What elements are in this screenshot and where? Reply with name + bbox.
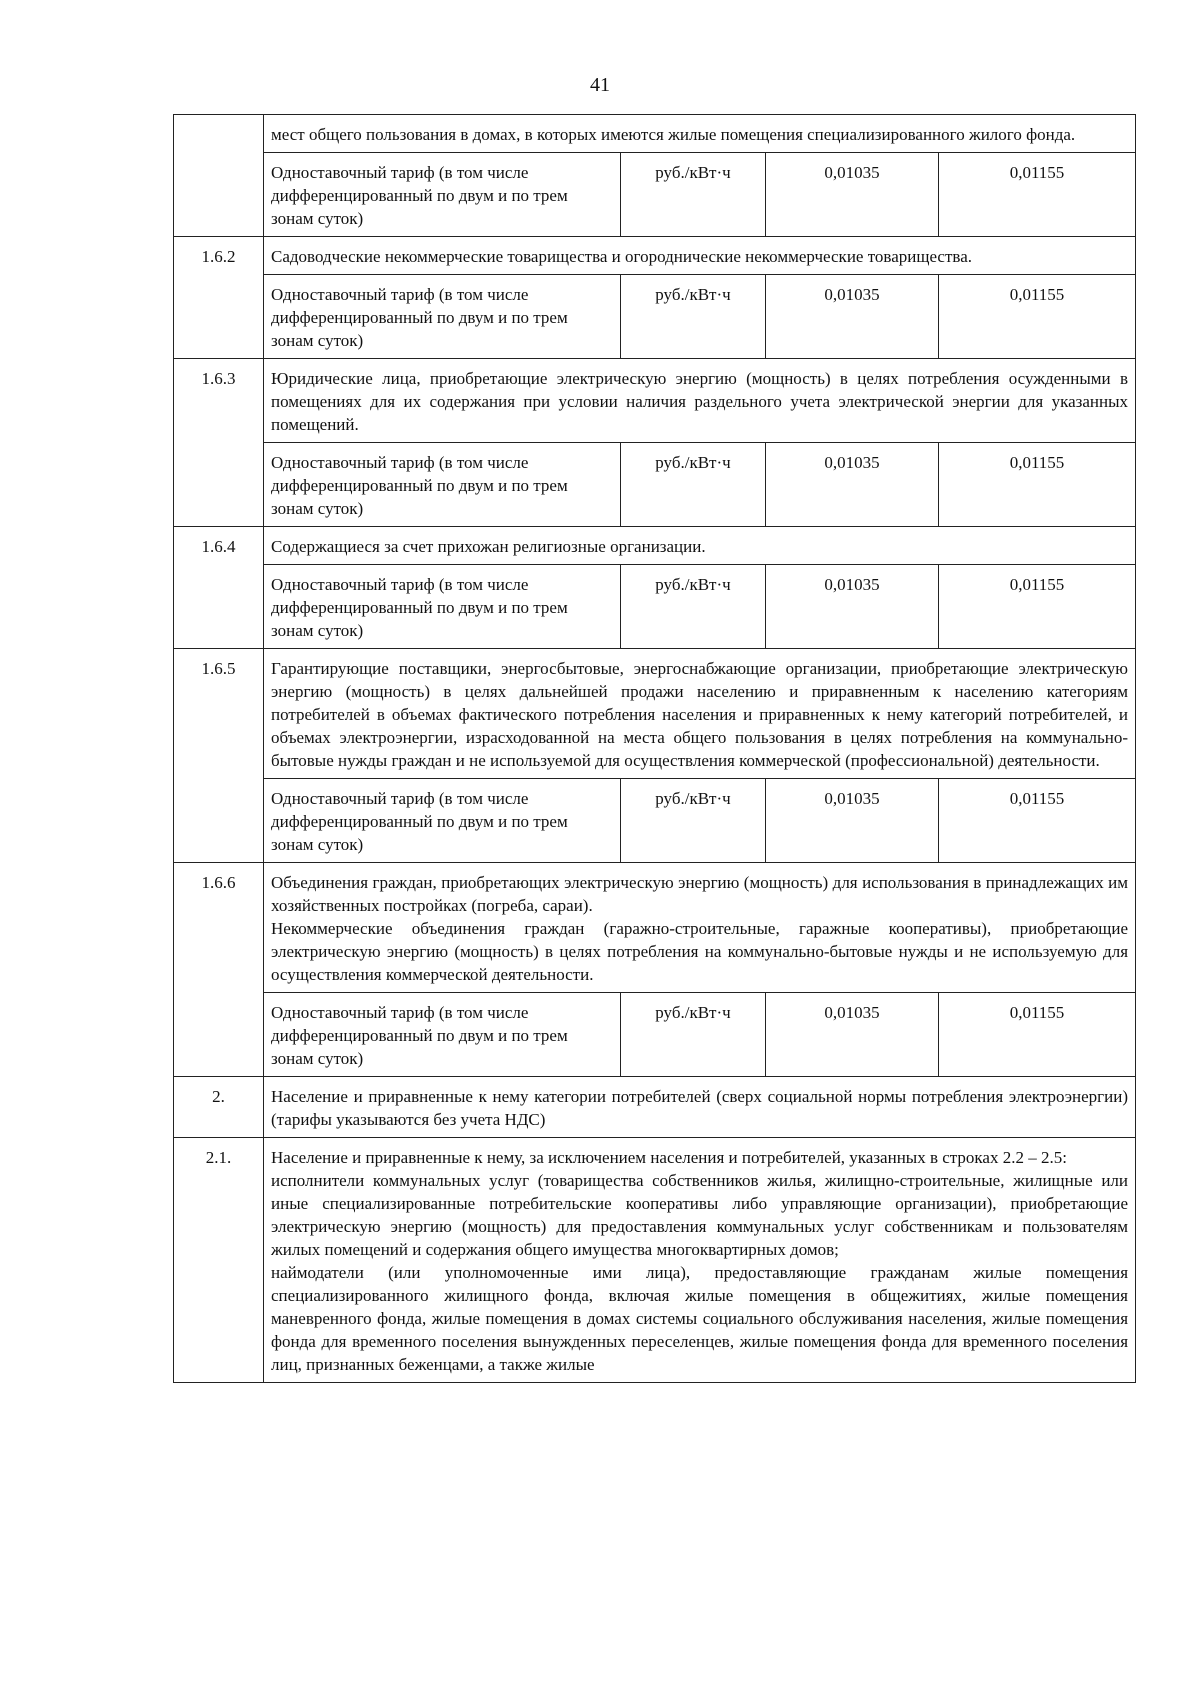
tariff-table <box>173 114 1136 1383</box>
tariff-value-1-cell: 0,01035 <box>766 779 939 863</box>
tariff-value-2-cell: 0,01155 <box>939 565 1136 649</box>
tariff-unit-cell: руб./кВт·ч <box>621 779 766 863</box>
tariff-value-1-cell: 0,01035 <box>766 993 939 1077</box>
tariff-unit-cell: руб./кВт·ч <box>621 565 766 649</box>
tariff-name-cell: Одноставочный тариф (в том числе дифференцированный по двум и по трем зонам суток) <box>264 153 621 237</box>
section-row <box>174 115 1136 153</box>
section-row <box>174 359 1136 443</box>
tariff-unit-cell: руб./кВт·ч <box>621 993 766 1077</box>
section-row <box>174 237 1136 275</box>
description-paragraph: исполнители коммунальных услуг (товарищества собственников жилья, жилищно-строительные, жилищные или иные специализированные потребительские кооперативы либо управляющие организации), приобретающие электрическую энергию (мощность) для предоставления коммунальных услуг собственникам и пользователям жилых помещений и содержания общего имущества многоквартирных домов; <box>271 1171 1129 1259</box>
tariff-value-1-cell: 0,01035 <box>766 153 939 237</box>
tariff-name-cell: Одноставочный тариф (в том числе дифференцированный по двум и по трем зонам суток) <box>264 275 621 359</box>
section-description <box>264 237 1136 275</box>
tariff-value-1-cell: 0,01035 <box>766 275 939 359</box>
description-paragraph: Гарантирующие поставщики, энергосбытовые, энергоснабжающие организации, приобретающие электрическую энергию (мощность) в целях дальнейшей продажи населению и приравненным к населению категориям потребителей в объемах фактического потребления населения и приравненных к нему категорий потребителей, и объемах электроэнергии, израсходованной на места общего пользования в целях потребления на коммунально-бытовые нужды граждан и не используемой для осуществления коммерческой (профессиональной) деятельности. <box>271 659 1129 770</box>
description-paragraph: Содержащиеся за счет прихожан религиозные организации. <box>271 537 706 556</box>
section-number: 1.6.4 <box>174 527 264 649</box>
tariff-unit-cell: руб./кВт·ч <box>621 275 766 359</box>
page-number: 41 <box>590 74 610 96</box>
description-paragraph: мест общего пользования в домах, в которых имеются жилые помещения специализированного жилого фонда. <box>271 125 1076 144</box>
tariff-value-2-cell: 0,01155 <box>939 153 1136 237</box>
section-number: 2. <box>174 1077 264 1138</box>
section-number: 1.6.2 <box>174 237 264 359</box>
section-number: 1.6.5 <box>174 649 264 863</box>
section-row <box>174 863 1136 993</box>
tariff-unit-cell: руб./кВт·ч <box>621 153 766 237</box>
tariff-value-1-cell: 0,01035 <box>766 443 939 527</box>
tariff-row <box>174 275 1136 359</box>
description-paragraph: Садоводческие некоммерческие товарищества и огороднические некоммерческие товарищества. <box>271 247 972 266</box>
description-paragraph: Юридические лица, приобретающие электрическую энергию (мощность) в целях потребления осужденными в помещениях для их содержания при условии наличия раздельного учета электрической энергии для указанных помещений. <box>271 369 1129 434</box>
section-row <box>174 649 1136 779</box>
tariff-row <box>174 443 1136 527</box>
section-number: 2.1. <box>174 1138 264 1383</box>
section-row <box>174 1077 1136 1138</box>
tariff-unit-cell: руб./кВт·ч <box>621 443 766 527</box>
tariff-value-2-cell: 0,01155 <box>939 779 1136 863</box>
tariff-name-cell: Одноставочный тариф (в том числе дифференцированный по двум и по трем зонам суток) <box>264 779 621 863</box>
section-description <box>264 527 1136 565</box>
section-description <box>264 1138 1136 1383</box>
section-number <box>174 115 264 237</box>
tariff-row <box>174 779 1136 863</box>
section-row <box>174 1138 1136 1383</box>
tariff-table-body <box>174 115 1136 1383</box>
section-description <box>264 1077 1136 1138</box>
description-paragraph: наймодатели (или уполномоченные ими лица), предоставляющие гражданам жилые помещения специализированного жилищного фонда, включая жилые помещения в общежитиях, жилые помещения маневренного фонда, жилые помещения в домах системы социального обслуживания населения, жилые помещения фонда для временного поселения вынужденных переселенцев, жилые помещения фонда для временного поселения лиц, признанных беженцами, а также жилые <box>271 1263 1129 1374</box>
section-description <box>264 359 1136 443</box>
tariff-value-2-cell: 0,01155 <box>939 993 1136 1077</box>
section-description <box>264 649 1136 779</box>
description-paragraph: Население и приравненные к нему категории потребителей (сверх социальной нормы потребления электроэнергии) (тарифы указываются без учета НДС) <box>271 1087 1129 1129</box>
description-paragraph: Некоммерческие объединения граждан (гаражно-строительные, гаражные кооперативы), приобретающие электрическую энергию (мощность) в целях потребления на коммунально-бытовые нужды и не используемую для осуществления коммерческой деятельности. <box>271 919 1129 984</box>
tariff-row <box>174 565 1136 649</box>
section-description <box>264 115 1136 153</box>
description-paragraph: Население и приравненные к нему, за исключением населения и потребителей, указанных в строках 2.2 – 2.5: <box>271 1148 1067 1167</box>
section-number: 1.6.3 <box>174 359 264 527</box>
section-description <box>264 863 1136 993</box>
tariff-value-1-cell: 0,01035 <box>766 565 939 649</box>
tariff-row <box>174 153 1136 237</box>
tariff-name-cell: Одноставочный тариф (в том числе дифференцированный по двум и по трем зонам суток) <box>264 565 621 649</box>
tariff-value-2-cell: 0,01155 <box>939 275 1136 359</box>
section-row <box>174 527 1136 565</box>
section-number: 1.6.6 <box>174 863 264 1077</box>
tariff-row <box>174 993 1136 1077</box>
tariff-value-2-cell: 0,01155 <box>939 443 1136 527</box>
tariff-name-cell: Одноставочный тариф (в том числе дифференцированный по двум и по трем зонам суток) <box>264 993 621 1077</box>
description-paragraph: Объединения граждан, приобретающих электрическую энергию (мощность) для использования в принадлежащих им хозяйственных постройках (погреба, сараи). <box>271 873 1129 915</box>
tariff-name-cell: Одноставочный тариф (в том числе дифференцированный по двум и по трем зонам суток) <box>264 443 621 527</box>
